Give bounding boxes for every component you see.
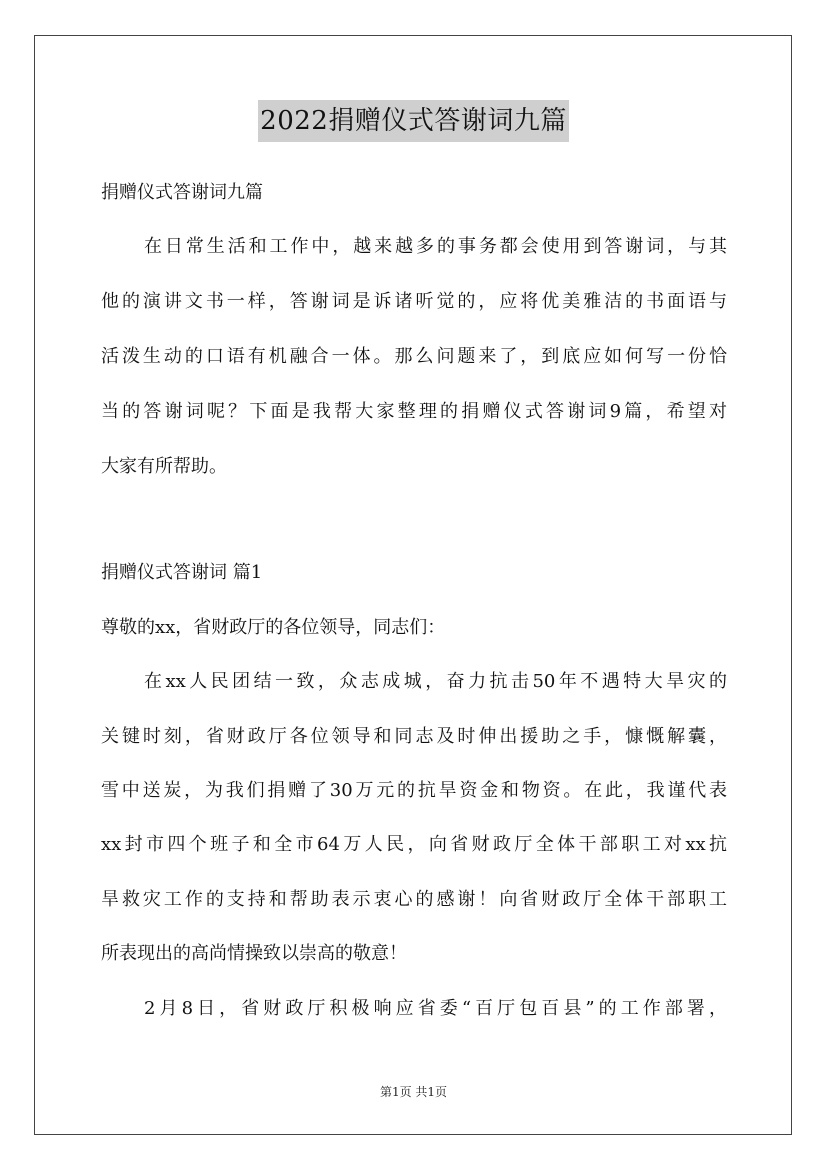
body-line: 雪中送炭，为我们捐赠了30万元的抗旱资金和物资。在此，我谨代表	[101, 780, 727, 801]
body-line: 所表现出的高尚情操致以崇高的敬意！	[101, 943, 407, 964]
body-line: 在xx人民团结一致，众志成城，奋力抗击50年不遇特大旱灾的	[144, 671, 727, 692]
salutation: 尊敬的xx，省财政厅的各位领导，同志们：	[101, 617, 446, 638]
body-line: 2月8日，省财政厅积极响应省委“百厅包百县”的工作部署，	[144, 998, 727, 1019]
intro-line: 当的答谢词呢？下面是我帮大家整理的捐赠仪式答谢词9篇，希望对	[101, 401, 727, 422]
intro-line: 大家有所帮助。	[101, 456, 227, 477]
intro-line: 他的演讲文书一样，答谢词是诉诸听觉的，应将优美雅洁的书面语与	[101, 291, 727, 312]
body-line: xx封市四个班子和全市64万人民，向省财政厅全体干部职工对xx抗	[101, 834, 727, 855]
section-heading: 捐赠仪式答谢词 篇1	[101, 562, 263, 583]
document-title: 2022捐赠仪式答谢词九篇	[258, 100, 569, 142]
page-number: 第1页 共1页	[379, 1085, 448, 1099]
document-subtitle: 捐赠仪式答谢词九篇	[101, 182, 263, 203]
body-line: 旱救灾工作的支持和帮助表示衷心的感谢！向省财政厅全体干部职工	[101, 889, 727, 910]
title-wrapper	[0, 100, 827, 142]
page-footer	[0, 1084, 827, 1100]
body-line: 关键时刻，省财政厅各位领导和同志及时伸出援助之手，慷慨解囊，	[101, 726, 727, 747]
intro-line: 在日常生活和工作中，越来越多的事务都会使用到答谢词，与其	[144, 236, 727, 257]
intro-line: 活泼生动的口语有机融合一体。那么问题来了，到底应如何写一份恰	[101, 346, 727, 367]
